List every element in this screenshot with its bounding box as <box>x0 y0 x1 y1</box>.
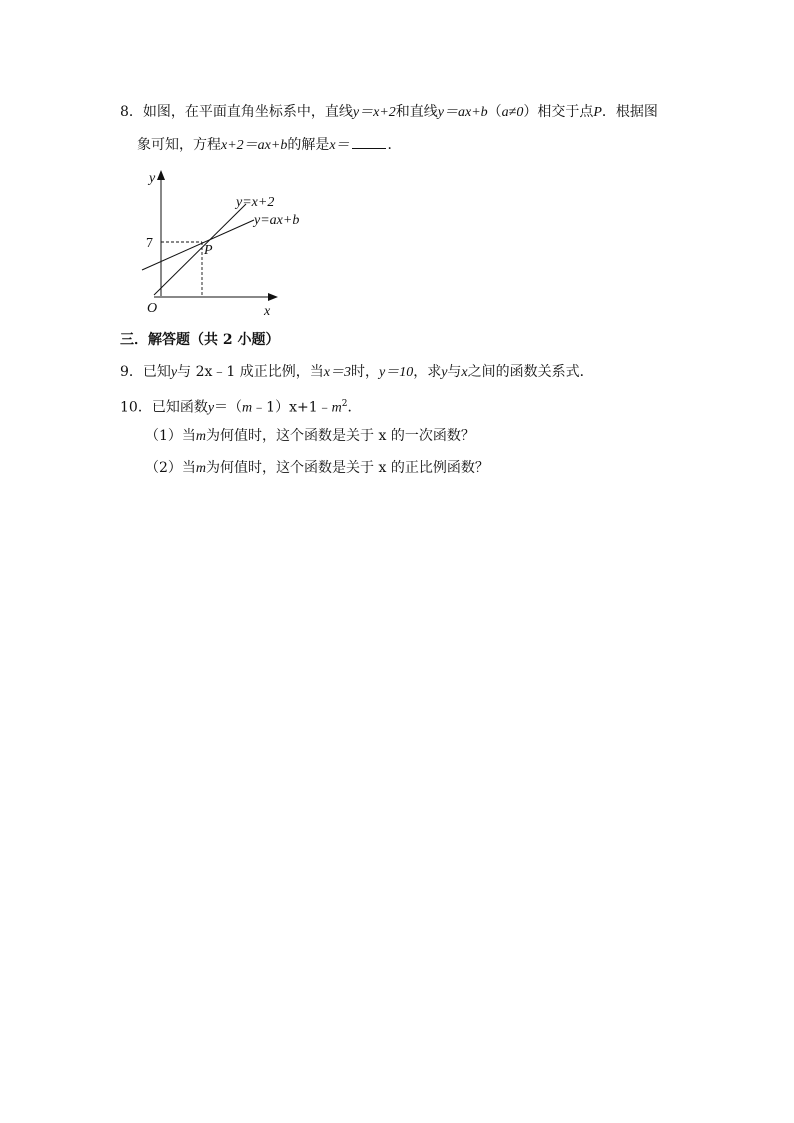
x-axis-label: x <box>264 304 271 318</box>
question-9-number: 9． <box>120 364 143 380</box>
q10-text-3: ﹣1）x+1﹣ <box>252 399 332 416</box>
q8-expr-5: x+2＝ax+b <box>221 138 288 153</box>
q10-part-1-text: 为何值时，这个函数是关于 x 的一次函数？ <box>206 428 475 444</box>
question-9 <box>120 362 594 383</box>
q9-text-2: 与 2x﹣1 成正比例，当 <box>177 364 324 380</box>
q10-superscript: 2 <box>341 399 348 409</box>
q8-text-8: ． <box>387 137 402 153</box>
coordinate-graph <box>132 166 312 318</box>
q9-text-4: ，求 <box>413 364 442 380</box>
q10-part-1-var: m <box>195 429 207 444</box>
q10-text-2: ＝（ <box>214 399 243 416</box>
question-10-part-2 <box>145 458 489 479</box>
x-axis-arrow <box>268 293 278 301</box>
q8-text-1: 如图，在平面直角坐标系中，直线 <box>142 104 353 120</box>
question-10-number: 10． <box>120 399 152 416</box>
question-10-part-1 <box>145 426 475 447</box>
point-p-label: P <box>204 243 213 258</box>
q10-expr-2: m <box>242 400 253 416</box>
y-axis-label: y <box>149 171 156 186</box>
origin-label: O <box>147 301 158 316</box>
q8-text-5: ．根据图 <box>601 104 658 120</box>
line1-label: y=x+2 <box>236 195 275 210</box>
question-8-line-2 <box>137 134 402 156</box>
q9-text-6: 之间的函数关系式． <box>467 364 594 380</box>
section-3-title: 三．解答题（共 2 小题） <box>120 332 280 348</box>
q10-part-2-text: 为何值时，这个函数是关于 x 的正比例函数？ <box>206 460 489 476</box>
q8-text-3: （ <box>487 104 502 120</box>
q10-part-2-var: m <box>195 461 207 476</box>
q8-expr-4: P <box>593 105 602 120</box>
question-8-line-1 <box>120 102 658 123</box>
q10-part-2-prefix: （2）当 <box>145 460 196 476</box>
q8-expr-6: x＝ <box>329 138 350 153</box>
y-axis-arrow <box>157 170 165 180</box>
q9-text-1: 已知 <box>142 364 171 380</box>
q9-text-3: 时， <box>350 364 379 380</box>
q9-expr-3: y＝10 <box>378 365 414 380</box>
q10-text-1: 已知函数 <box>151 399 208 416</box>
q10-expr-3: m <box>331 400 342 416</box>
q8-expr-2: y＝ax+b <box>437 105 488 120</box>
q10-expr-1: y <box>207 400 215 416</box>
question-8-number: 8． <box>120 104 143 120</box>
line-y-x-plus-2 <box>154 204 246 295</box>
question-10 <box>120 394 361 419</box>
q9-expr-4: y <box>441 365 448 380</box>
q9-expr-2: x＝3 <box>323 365 351 380</box>
line2-label: y=ax+b <box>254 213 300 228</box>
q10-part-1-prefix: （1）当 <box>145 428 196 444</box>
q8-text-7: 的解是 <box>287 137 330 153</box>
q8-expr-3: a≠0 <box>501 105 524 120</box>
q8-text-2: 和直线 <box>395 104 438 120</box>
q8-text-6: 象可知，方程 <box>137 137 221 153</box>
answer-blank[interactable] <box>352 134 386 149</box>
line-y-ax-plus-b <box>142 220 254 270</box>
q9-expr-5: x <box>461 365 468 380</box>
q10-text-4: ． <box>347 399 362 416</box>
q8-text-4: ）相交于点 <box>523 104 594 120</box>
q9-text-5: 与 <box>447 364 462 380</box>
q8-expr-1: y＝x+2 <box>352 105 396 120</box>
tick-label-7: 7 <box>146 236 153 251</box>
q9-expr-1: y <box>170 365 178 380</box>
